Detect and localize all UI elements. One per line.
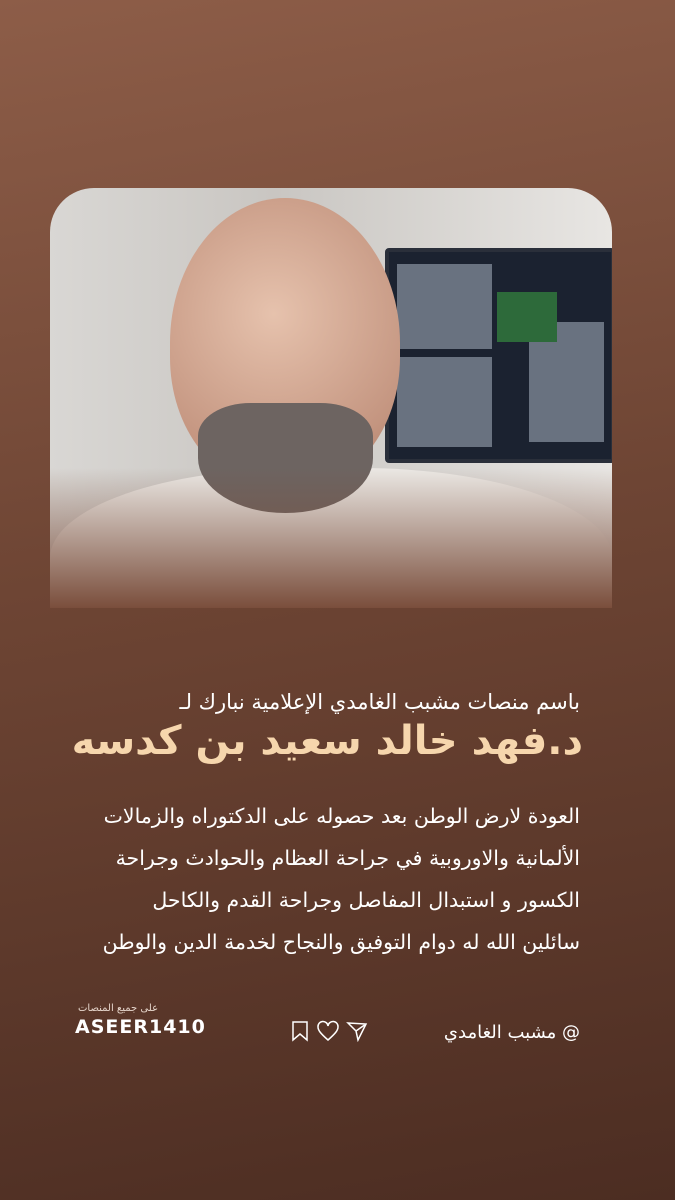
doctor-photo bbox=[50, 188, 612, 608]
doctor-name: د.فهد خالد سعيد بن كدسه bbox=[71, 718, 583, 764]
body-line: الكسور و استبدال المفاصل وجراحة القدم والكاحل bbox=[152, 888, 580, 912]
xray-monitor bbox=[385, 248, 612, 463]
author-handle[interactable]: @ مشبب الغامدي bbox=[443, 1022, 580, 1043]
bookmark-icon[interactable] bbox=[290, 1020, 310, 1042]
brand-subtitle: على جميع المنصات bbox=[78, 1003, 159, 1014]
send-icon[interactable] bbox=[346, 1020, 368, 1042]
congrats-body bbox=[103, 795, 580, 963]
body-line: الألمانية والاوروبية في جراحة العظام والحوادث وجراحة bbox=[115, 846, 580, 870]
brand-handle: ASEER1410 bbox=[75, 1016, 206, 1038]
heart-icon[interactable] bbox=[316, 1020, 340, 1042]
intro-text: باسم منصات مشبب الغامدي الإعلامية نبارك لـ bbox=[179, 690, 580, 714]
body-line: العودة لارض الوطن بعد حصوله على الدكتوراه والزمالات bbox=[103, 804, 580, 828]
post-actions bbox=[290, 1020, 368, 1042]
body-line: سائلين الله له دوام التوفيق والنجاح لخدمة الدين والوطن bbox=[102, 930, 580, 954]
